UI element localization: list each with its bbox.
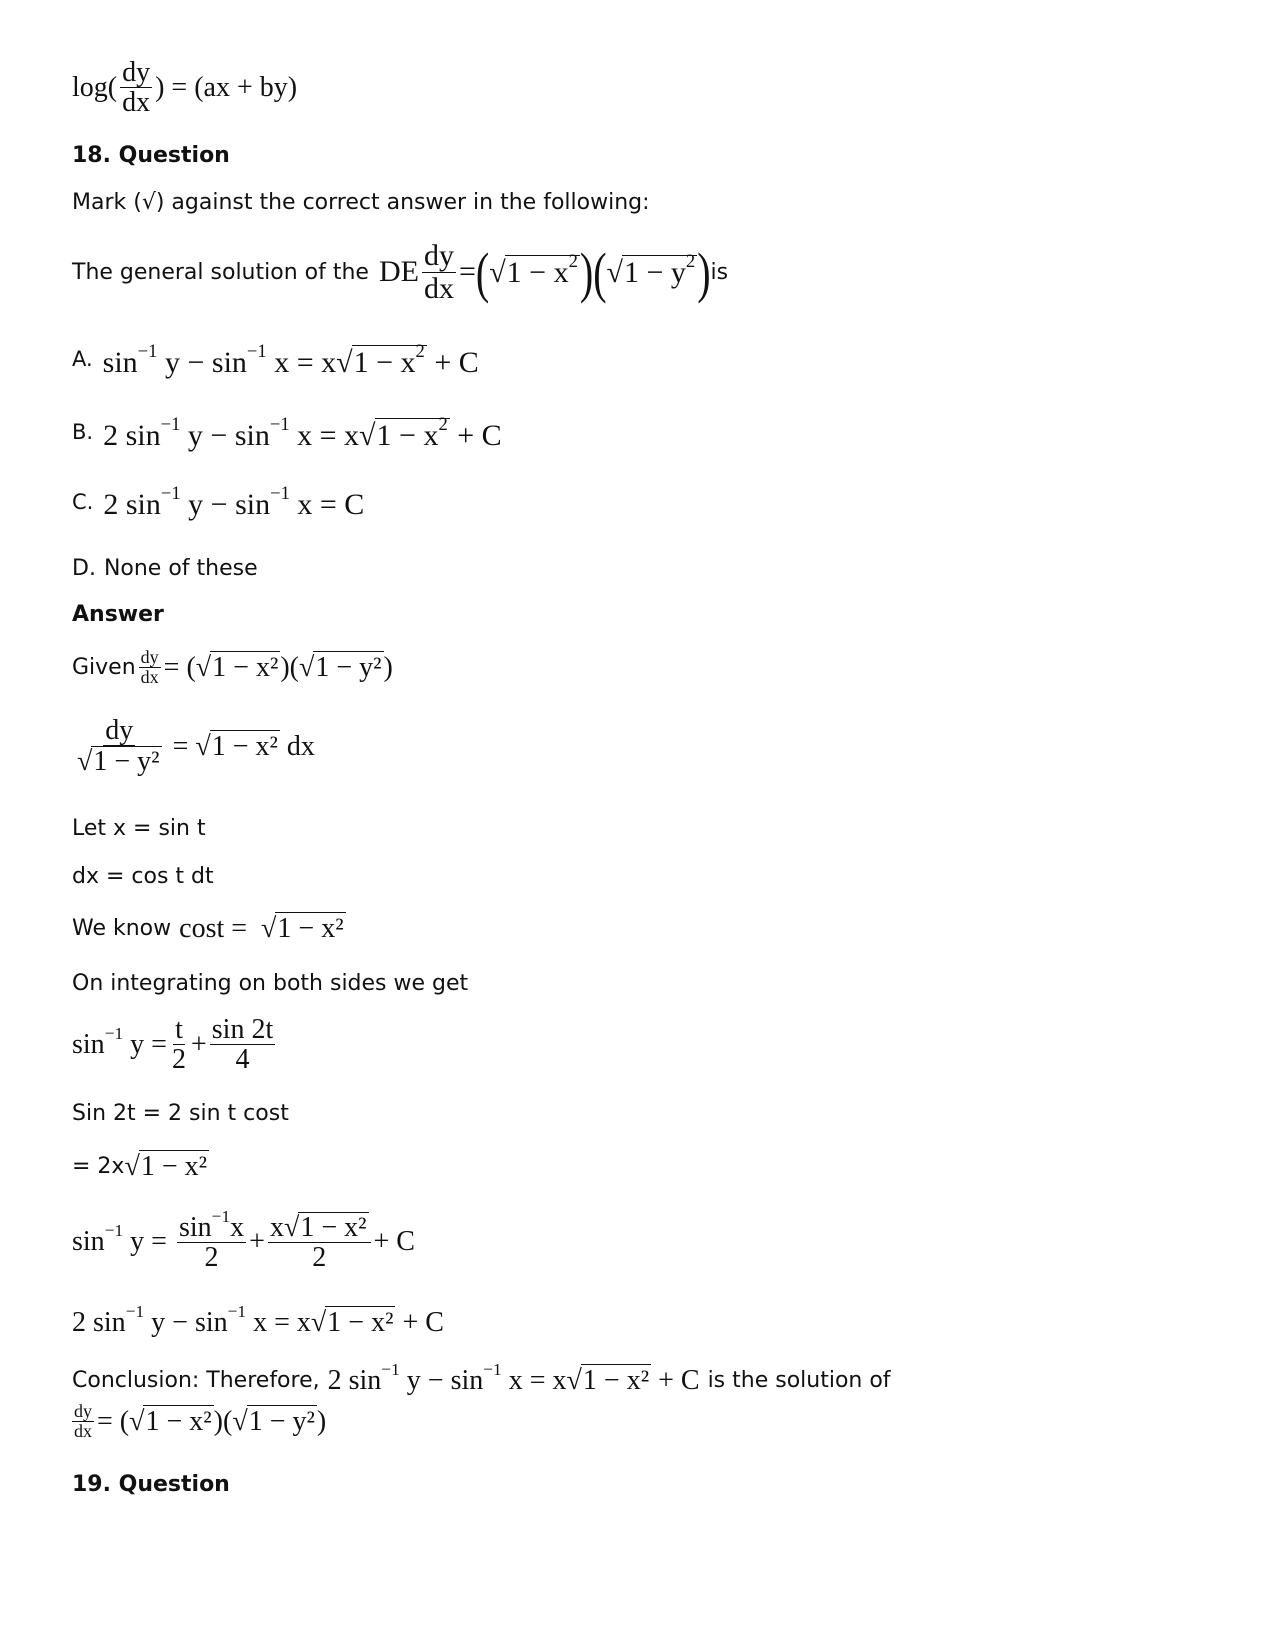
final-equation: 2 $\sin^{-1} y - \sin^{-1} x = x√1 - x^2 + C$ xyxy=(72,1302,444,1338)
conclusion-equation: $\frac{dy}{dx}$ = (√1 − x²)(√1 − y²) xyxy=(74,1401,327,1441)
differential-line: dx = cos t dt xyxy=(72,864,214,889)
answer-heading: Answer xyxy=(72,602,164,627)
stem-suffix: is xyxy=(710,260,729,285)
question-18-stem: The general solution of the DE $\frac{dy}{dx}$ = ( $√1 - x^2$ ) ( $√1 - y^2$ ) is xyxy=(72,239,729,305)
substituted-equation: $\sin^{-1} y$ = $\frac{\sin^{-1}x}{2}$ + $\frac{\text{x√1 − x²}}{2}$ + C xyxy=(72,1206,415,1274)
stem-prefix: The general solution of the xyxy=(72,259,369,285)
option-c[interactable]: C. 2 $\sin^{-1} y - \sin^{-1} x = C$ xyxy=(72,483,365,521)
identity-line: We know cost = √1 − x² xyxy=(72,912,344,944)
option-b[interactable]: B. 2 $\sin^{-1} y - \sin^{-1} x = x√1 - x^2 + C$ xyxy=(72,414,502,452)
question-18-instruction: Mark (√) against the correct answer in the following: xyxy=(72,190,650,215)
conclusion-line: Conclusion: Therefore, 2 $\sin^{-1} y - \sin^{-1} x = x√1 - x^2 + C$ is the solution of xyxy=(72,1360,891,1396)
question-19-heading: 19. Question xyxy=(72,1472,230,1497)
option-d[interactable]: D. None of these xyxy=(72,556,258,581)
question-18-heading: 18. Question xyxy=(72,143,230,168)
separated-equation: $\frac{dy}{\text{√1 − y²}}$ = √1 − x² dx xyxy=(77,715,315,778)
option-a[interactable]: A. $\sin^{-1} y - \sin^{-1} x = x√1 - x^2 + C$ xyxy=(72,341,479,379)
integrate-line: On integrating on both sides we get xyxy=(72,971,469,996)
substitution-line: Let x = sin t xyxy=(72,816,206,841)
stem-de: DE xyxy=(378,255,419,288)
double-angle-line: Sin 2t = 2 sin t cost xyxy=(72,1101,289,1126)
integrated-equation: $\sin^{-1} y$ = $\frac{t}{2}$ + $\frac{\sin 2t}{4}$ xyxy=(72,1014,274,1076)
given-line: Given $\frac{dy}{dx}$ = (√1 − x²)(√1 − y²) xyxy=(72,647,393,687)
top-equation: log( $\frac{dy}{dx}$ ) = (ax + by) xyxy=(72,57,298,119)
double-angle-result: = 2x √1 − x² xyxy=(72,1151,208,1182)
